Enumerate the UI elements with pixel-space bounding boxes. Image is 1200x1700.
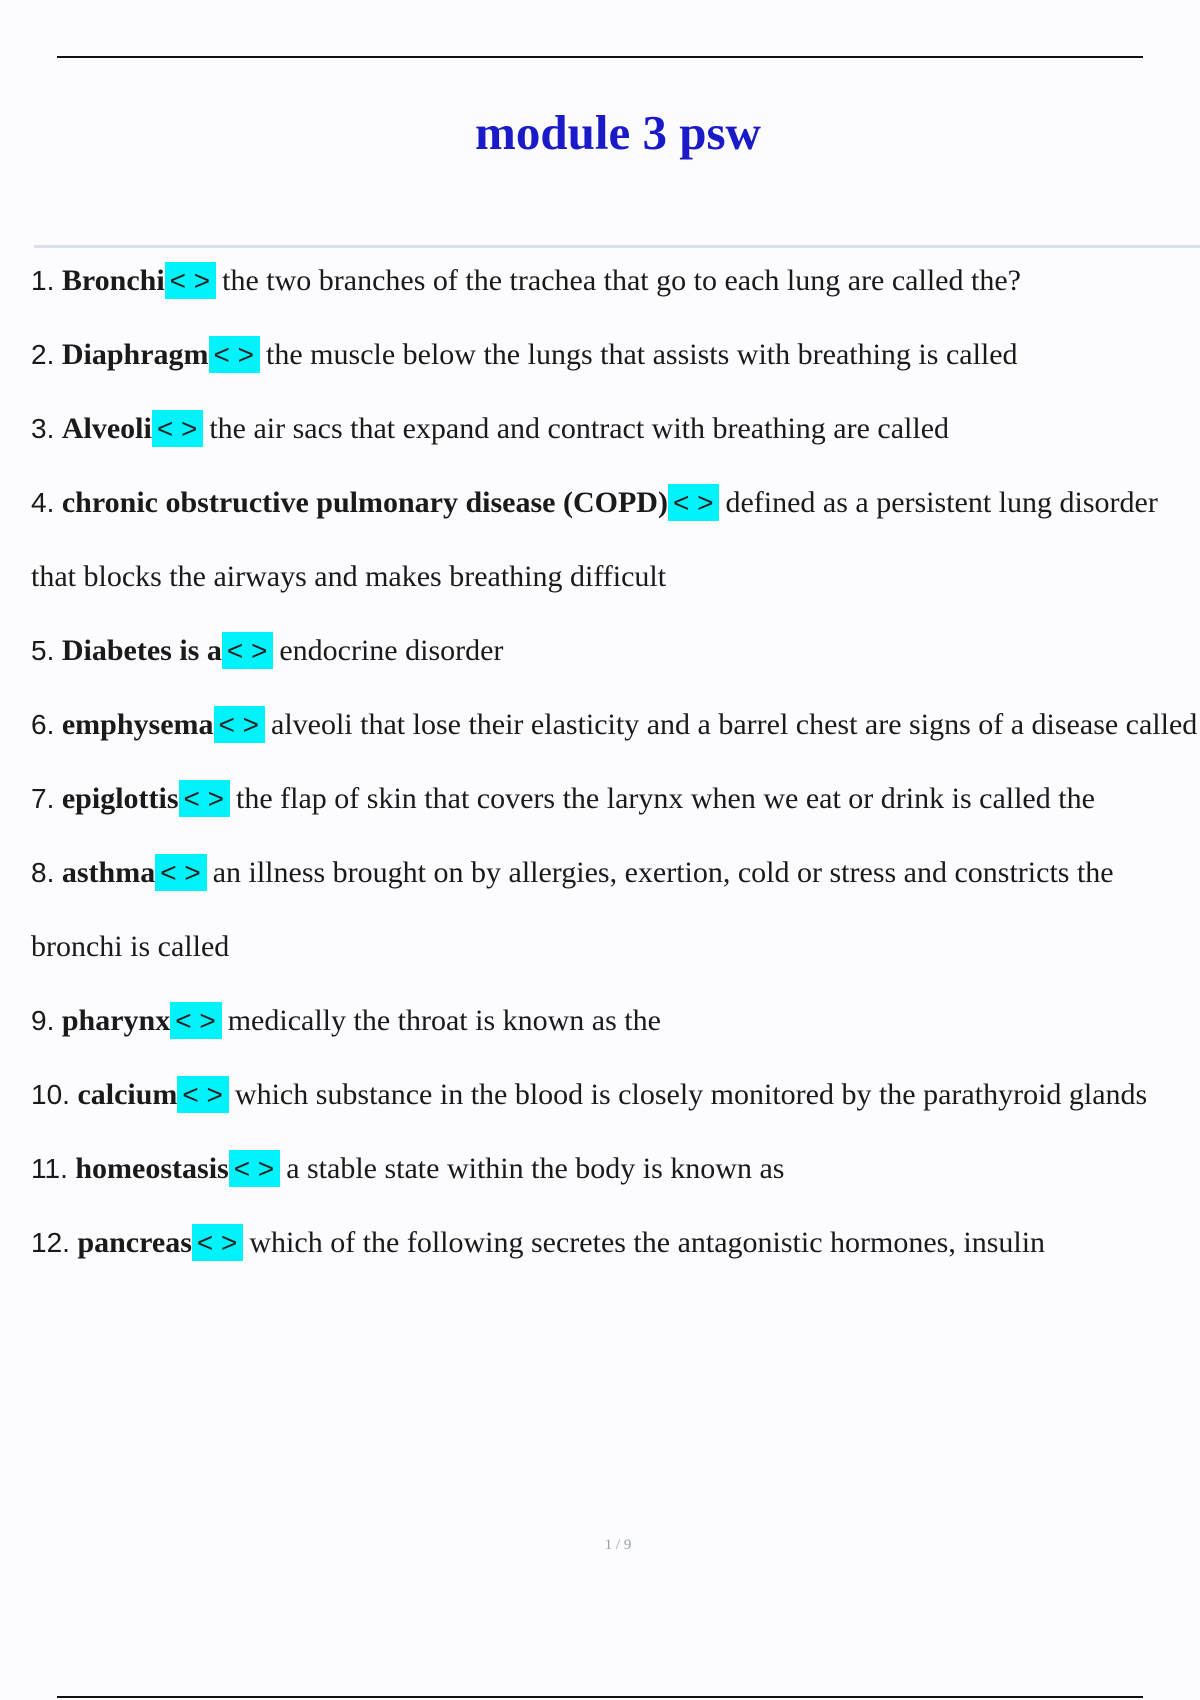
list-item	[31, 318, 1200, 392]
item-definition: the flap of skin that covers the larynx when we eat or drink is called the	[236, 782, 1095, 815]
item-term: pancreas	[77, 1226, 192, 1259]
list-item	[31, 614, 1200, 688]
item-number: 5.	[31, 635, 55, 666]
separator-marker: < >	[179, 780, 230, 817]
item-definition: defined as a persistent lung disorder that blocks the airways and makes breathing difficult	[31, 486, 1158, 593]
item-term: calcium	[77, 1078, 178, 1111]
item-term: epiglottis	[61, 782, 179, 815]
separator-marker: < >	[668, 484, 719, 521]
item-term: chronic obstructive pulmonary disease (COPD)	[61, 486, 668, 519]
item-definition: endocrine disorder	[279, 634, 504, 667]
separator-marker: < >	[229, 1150, 280, 1187]
list-item	[31, 762, 1200, 836]
separator-marker: < >	[152, 410, 203, 447]
item-term: homeostasis	[75, 1152, 229, 1185]
item-number: 2.	[31, 339, 55, 370]
item-definition: a stable state within the body is known as	[286, 1152, 785, 1185]
list-item	[31, 688, 1200, 762]
item-definition: the two branches of the trachea that go to each lung are called the?	[222, 264, 1021, 297]
item-definition: an illness brought on by allergies, exertion, cold or stress and constricts the bronchi is called	[31, 856, 1114, 963]
item-term: Alveoli	[61, 412, 152, 445]
item-term: Bronchi	[61, 264, 165, 297]
item-number: 7.	[31, 783, 55, 814]
item-number: 3.	[31, 413, 55, 444]
item-term: emphysema	[61, 708, 214, 741]
list-item	[31, 836, 1200, 984]
list-item	[31, 1058, 1200, 1132]
document-title: module 3 psw	[475, 105, 761, 160]
separator-marker: < >	[177, 1076, 228, 1113]
item-number: 6.	[31, 709, 55, 740]
separator-marker: < >	[222, 632, 273, 669]
item-term: Diabetes is a	[61, 634, 222, 667]
top-rule	[57, 56, 1143, 58]
separator-marker: < >	[209, 336, 260, 373]
item-number: 4.	[31, 487, 55, 518]
list-item	[31, 1206, 1200, 1280]
flashcard-list	[31, 244, 1200, 1280]
list-item	[31, 984, 1200, 1058]
item-term: asthma	[61, 856, 156, 889]
item-definition: which of the following secretes the antagonistic hormones, insulin	[249, 1226, 1046, 1259]
item-term: pharynx	[61, 1004, 171, 1037]
item-number: 10.	[31, 1079, 70, 1110]
item-definition: medically the throat is known as the	[227, 1004, 661, 1037]
item-term: Diaphragm	[61, 338, 209, 371]
page-indicator: 1 / 9	[604, 1537, 632, 1553]
item-definition: which substance in the blood is closely monitored by the parathyroid glands	[234, 1078, 1148, 1111]
item-number: 9.	[31, 1005, 55, 1036]
list-item	[31, 1132, 1200, 1206]
item-definition: the muscle below the lungs that assists with breathing is called	[266, 338, 1018, 371]
item-number: 12.	[31, 1227, 70, 1258]
bottom-rule	[57, 1696, 1143, 1698]
item-definition: alveoli that lose their elasticity and a barrel chest are signs of a disease called	[271, 708, 1198, 741]
list-item	[31, 466, 1200, 614]
separator-marker: < >	[155, 854, 206, 891]
list-item	[31, 392, 1200, 466]
item-number: 8.	[31, 857, 55, 888]
separator-marker: < >	[214, 706, 265, 743]
item-definition: the air sacs that expand and contract with breathing are called	[209, 412, 950, 445]
separator-marker: < >	[192, 1224, 243, 1261]
separator-marker: < >	[165, 262, 216, 299]
item-number: 11.	[31, 1153, 68, 1184]
item-number: 1.	[31, 265, 55, 296]
list-item	[31, 244, 1200, 318]
separator-marker: < >	[170, 1002, 221, 1039]
